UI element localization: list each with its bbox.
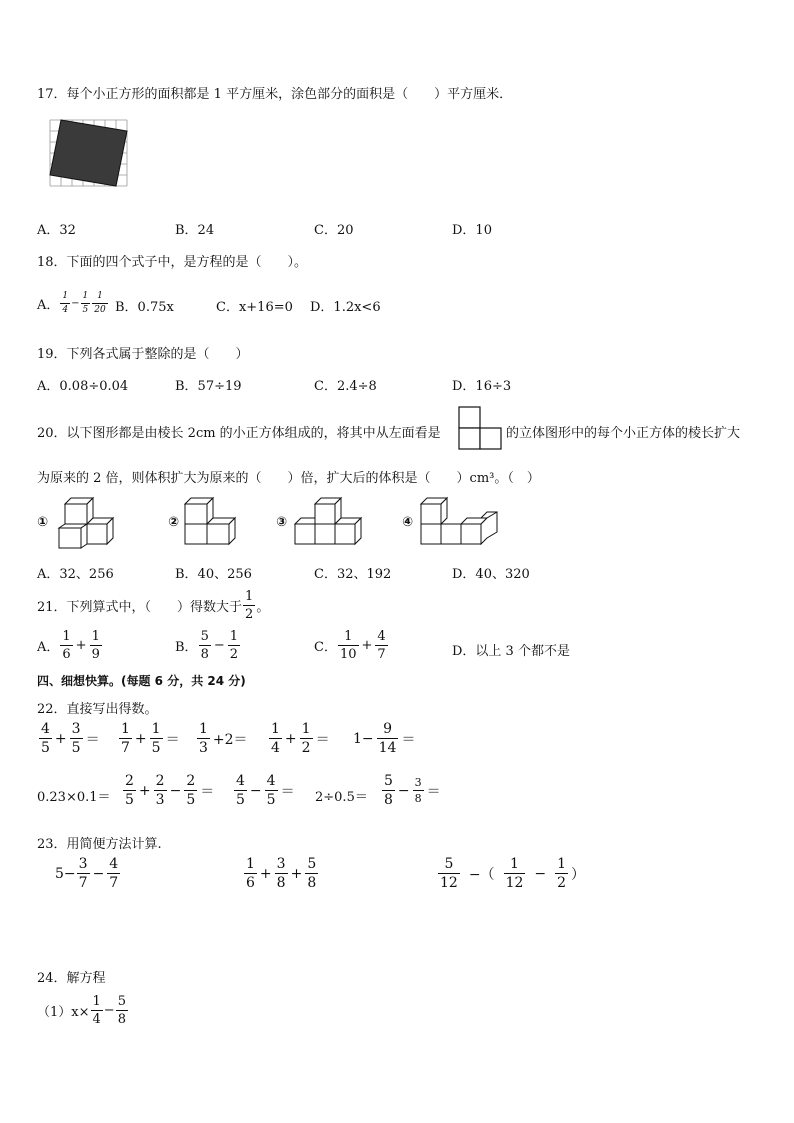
fraction: $\frac{4}{5}$ xyxy=(266,773,276,808)
q23-expr2: $\frac{1}{6}$ + $\frac{3}{8}$ + $\frac{5}{8}$ xyxy=(246,856,317,891)
q18-option-b: B．0.75x xyxy=(115,300,174,315)
fraction: $\frac{1}{12}$ xyxy=(505,856,524,891)
fraction: $\frac{1}{10}$ xyxy=(339,629,357,662)
q18-option-d: D．1.2x<6 xyxy=(310,300,381,315)
q20-stem-part1: 20．以下图形都是由棱长 2cm 的小正方体组成的，将其中从左面看是 xyxy=(37,426,441,441)
q20-figure-label-1: ① xyxy=(37,515,49,530)
fraction: $\frac{5}{8}$ xyxy=(117,994,126,1027)
q23-stem: 23．用简便方法计算. xyxy=(37,837,162,852)
fraction: $\frac{1}{2}$ xyxy=(301,721,311,756)
q23-expr3: $\frac{5}{12}$ −（ $\frac{1}{12}$ − $\frac{1}{2}$ ） xyxy=(440,856,586,891)
fraction: $\frac{3}{8}$ xyxy=(276,856,286,891)
q20-option-a: A．32、256 xyxy=(37,567,114,582)
q18-option-a: A． $\frac{1}{4}$ − $\frac{1}{5}$ $\frac{1}{20}$ xyxy=(37,291,106,315)
q20-option-d: D．40、320 xyxy=(452,567,530,582)
q17-stem: 17．每个小正方形的面积都是 1 平方厘米，涂色部分的面积是（ ）平方厘米． xyxy=(37,87,513,102)
q22-row2-expr1: 0.23×0.1＝ xyxy=(37,790,111,805)
q17-grid-figure xyxy=(50,120,128,194)
q18-stem: 18．下面的四个式子中，是方程的是（ ）。 xyxy=(37,255,308,270)
fraction: $\frac{1}{6}$ xyxy=(246,856,255,891)
q22-row2-expr4: 2÷0.5＝ xyxy=(315,790,368,805)
fraction: $\frac{4}{5}$ xyxy=(41,721,50,756)
q21-stem: 21．下列算式中，（ ）得数大于 $\frac{1}{2}$ 。 xyxy=(37,589,270,622)
q22-row2-expr3: $\frac{4}{5}$ − $\frac{4}{5}$ ＝ xyxy=(236,773,295,808)
q19-stem: 19．下列各式属于整除的是（ ） xyxy=(37,347,249,362)
fraction: $\frac{1}{2}$ xyxy=(229,629,239,662)
fraction: $\frac{1}{2}$ xyxy=(245,589,254,622)
q21-option-a: A． $\frac{1}{6}$ + $\frac{1}{9}$ xyxy=(37,629,100,662)
q20-left-view-figure xyxy=(458,406,504,452)
q17-option-b: B．24 xyxy=(175,223,215,238)
q20-stem-part2: 的立体图形中的每个小正方体的棱长扩大 xyxy=(506,426,741,441)
q20-cube-figure-4 xyxy=(419,496,501,548)
fraction: $\frac{1}{5}$ xyxy=(151,721,161,756)
fraction: $\frac{1}{3}$ xyxy=(199,721,208,756)
q22-row2-expr2: $\frac{2}{5}$ + $\frac{2}{3}$ − $\frac{2}{5}$ ＝ xyxy=(125,773,215,808)
q20-stem-line2: 为原来的 2 倍，则体积扩大为原来的（ ）倍，扩大后的体积是（ ）cm³。（ ） xyxy=(37,471,540,486)
fraction: $\frac{1}{2}$ xyxy=(557,856,567,891)
q17-option-a: A．32 xyxy=(37,223,76,238)
q20-cube-figure-2 xyxy=(183,496,237,548)
section4-title: 四、细想快算。(每题 6 分，共 24 分) xyxy=(37,674,246,688)
q22-stem: 22．直接写出得数。 xyxy=(37,702,158,717)
q20-figure-label-3: ③ xyxy=(276,515,288,530)
fraction: $\frac{3}{8}$ xyxy=(414,776,422,805)
q17-shaded-square xyxy=(50,120,127,186)
q19-option-d: D．16÷3 xyxy=(452,379,512,394)
q24-expr1: （1）x× $\frac{1}{4}$ − $\frac{5}{8}$ xyxy=(37,994,126,1027)
q20-option-b: B．40、256 xyxy=(175,567,252,582)
q20-option-c: C．32、192 xyxy=(314,567,392,582)
q22-row1-expr1: $\frac{4}{5}$ + $\frac{3}{5}$ ＝ xyxy=(41,721,100,756)
fraction: $\frac{5}{12}$ xyxy=(440,856,458,891)
fraction: $\frac{4}{7}$ xyxy=(109,856,119,891)
q21-option-c: C． $\frac{1}{10}$ + $\frac{4}{7}$ xyxy=(314,629,386,662)
q22-row1-expr3: $\frac{1}{3}$ +2＝ xyxy=(199,721,248,756)
q21-option-d: D．以上 3 个都不是 xyxy=(452,644,570,659)
fraction: $\frac{5}{8}$ xyxy=(384,773,393,808)
fraction: $\frac{1}{4}$ xyxy=(271,721,280,756)
fraction: $\frac{2}{3}$ xyxy=(155,773,165,808)
q21-option-b: B． $\frac{5}{8}$ − $\frac{1}{2}$ xyxy=(175,629,239,662)
q19-option-c: C．2.4÷8 xyxy=(314,379,377,394)
q22-row2-expr5: $\frac{5}{8}$ − $\frac{3}{8}$ ＝ xyxy=(384,773,441,808)
fraction: $\frac{1}{9}$ xyxy=(91,629,100,662)
fraction: $\frac{2}{5}$ xyxy=(125,773,134,808)
fraction: $\frac{3}{5}$ xyxy=(71,721,81,756)
fraction: $\frac{1}{20}$ xyxy=(94,291,106,315)
q23-expr1: 5− $\frac{3}{7}$ − $\frac{4}{7}$ xyxy=(55,856,119,891)
fraction: $\frac{1}{6}$ xyxy=(62,629,71,662)
fraction: $\frac{3}{7}$ xyxy=(78,856,88,891)
q22-row1-expr5: 1− $\frac{9}{14}$ ＝ xyxy=(353,721,416,756)
q18-option-c: C．x+16=0 xyxy=(216,300,293,315)
q20-cube-figure-3 xyxy=(293,496,365,548)
q19-option-a: A．0.08÷0.04 xyxy=(37,379,129,394)
fraction: $\frac{1}{5}$ xyxy=(82,291,89,315)
q19-option-b: B．57÷19 xyxy=(175,379,242,394)
q20-figure-label-4: ④ xyxy=(402,515,414,530)
fraction: $\frac{1}{4}$ xyxy=(92,994,101,1027)
q22-row1-expr2: $\frac{1}{7}$ + $\frac{1}{5}$ ＝ xyxy=(121,721,180,756)
q24-stem: 24．解方程 xyxy=(37,971,106,986)
fraction: $\frac{4}{7}$ xyxy=(377,629,386,662)
fraction: $\frac{1}{4}$ xyxy=(62,291,69,315)
q17-option-d: D．10 xyxy=(452,223,492,238)
fraction: $\frac{5}{8}$ xyxy=(307,856,317,891)
fraction: $\frac{9}{14}$ xyxy=(378,721,397,756)
q22-row1-expr4: $\frac{1}{4}$ + $\frac{1}{2}$ ＝ xyxy=(271,721,330,756)
q17-option-c: C．20 xyxy=(314,223,354,238)
fraction: $\frac{2}{5}$ xyxy=(186,773,196,808)
fraction: $\frac{1}{7}$ xyxy=(121,721,130,756)
fraction: $\frac{5}{8}$ xyxy=(200,629,209,662)
q18-option-a-label: A． xyxy=(37,298,60,313)
q20-cube-figure-1 xyxy=(55,496,115,552)
q20-figure-label-2: ② xyxy=(168,515,180,530)
fraction: $\frac{4}{5}$ xyxy=(236,773,245,808)
